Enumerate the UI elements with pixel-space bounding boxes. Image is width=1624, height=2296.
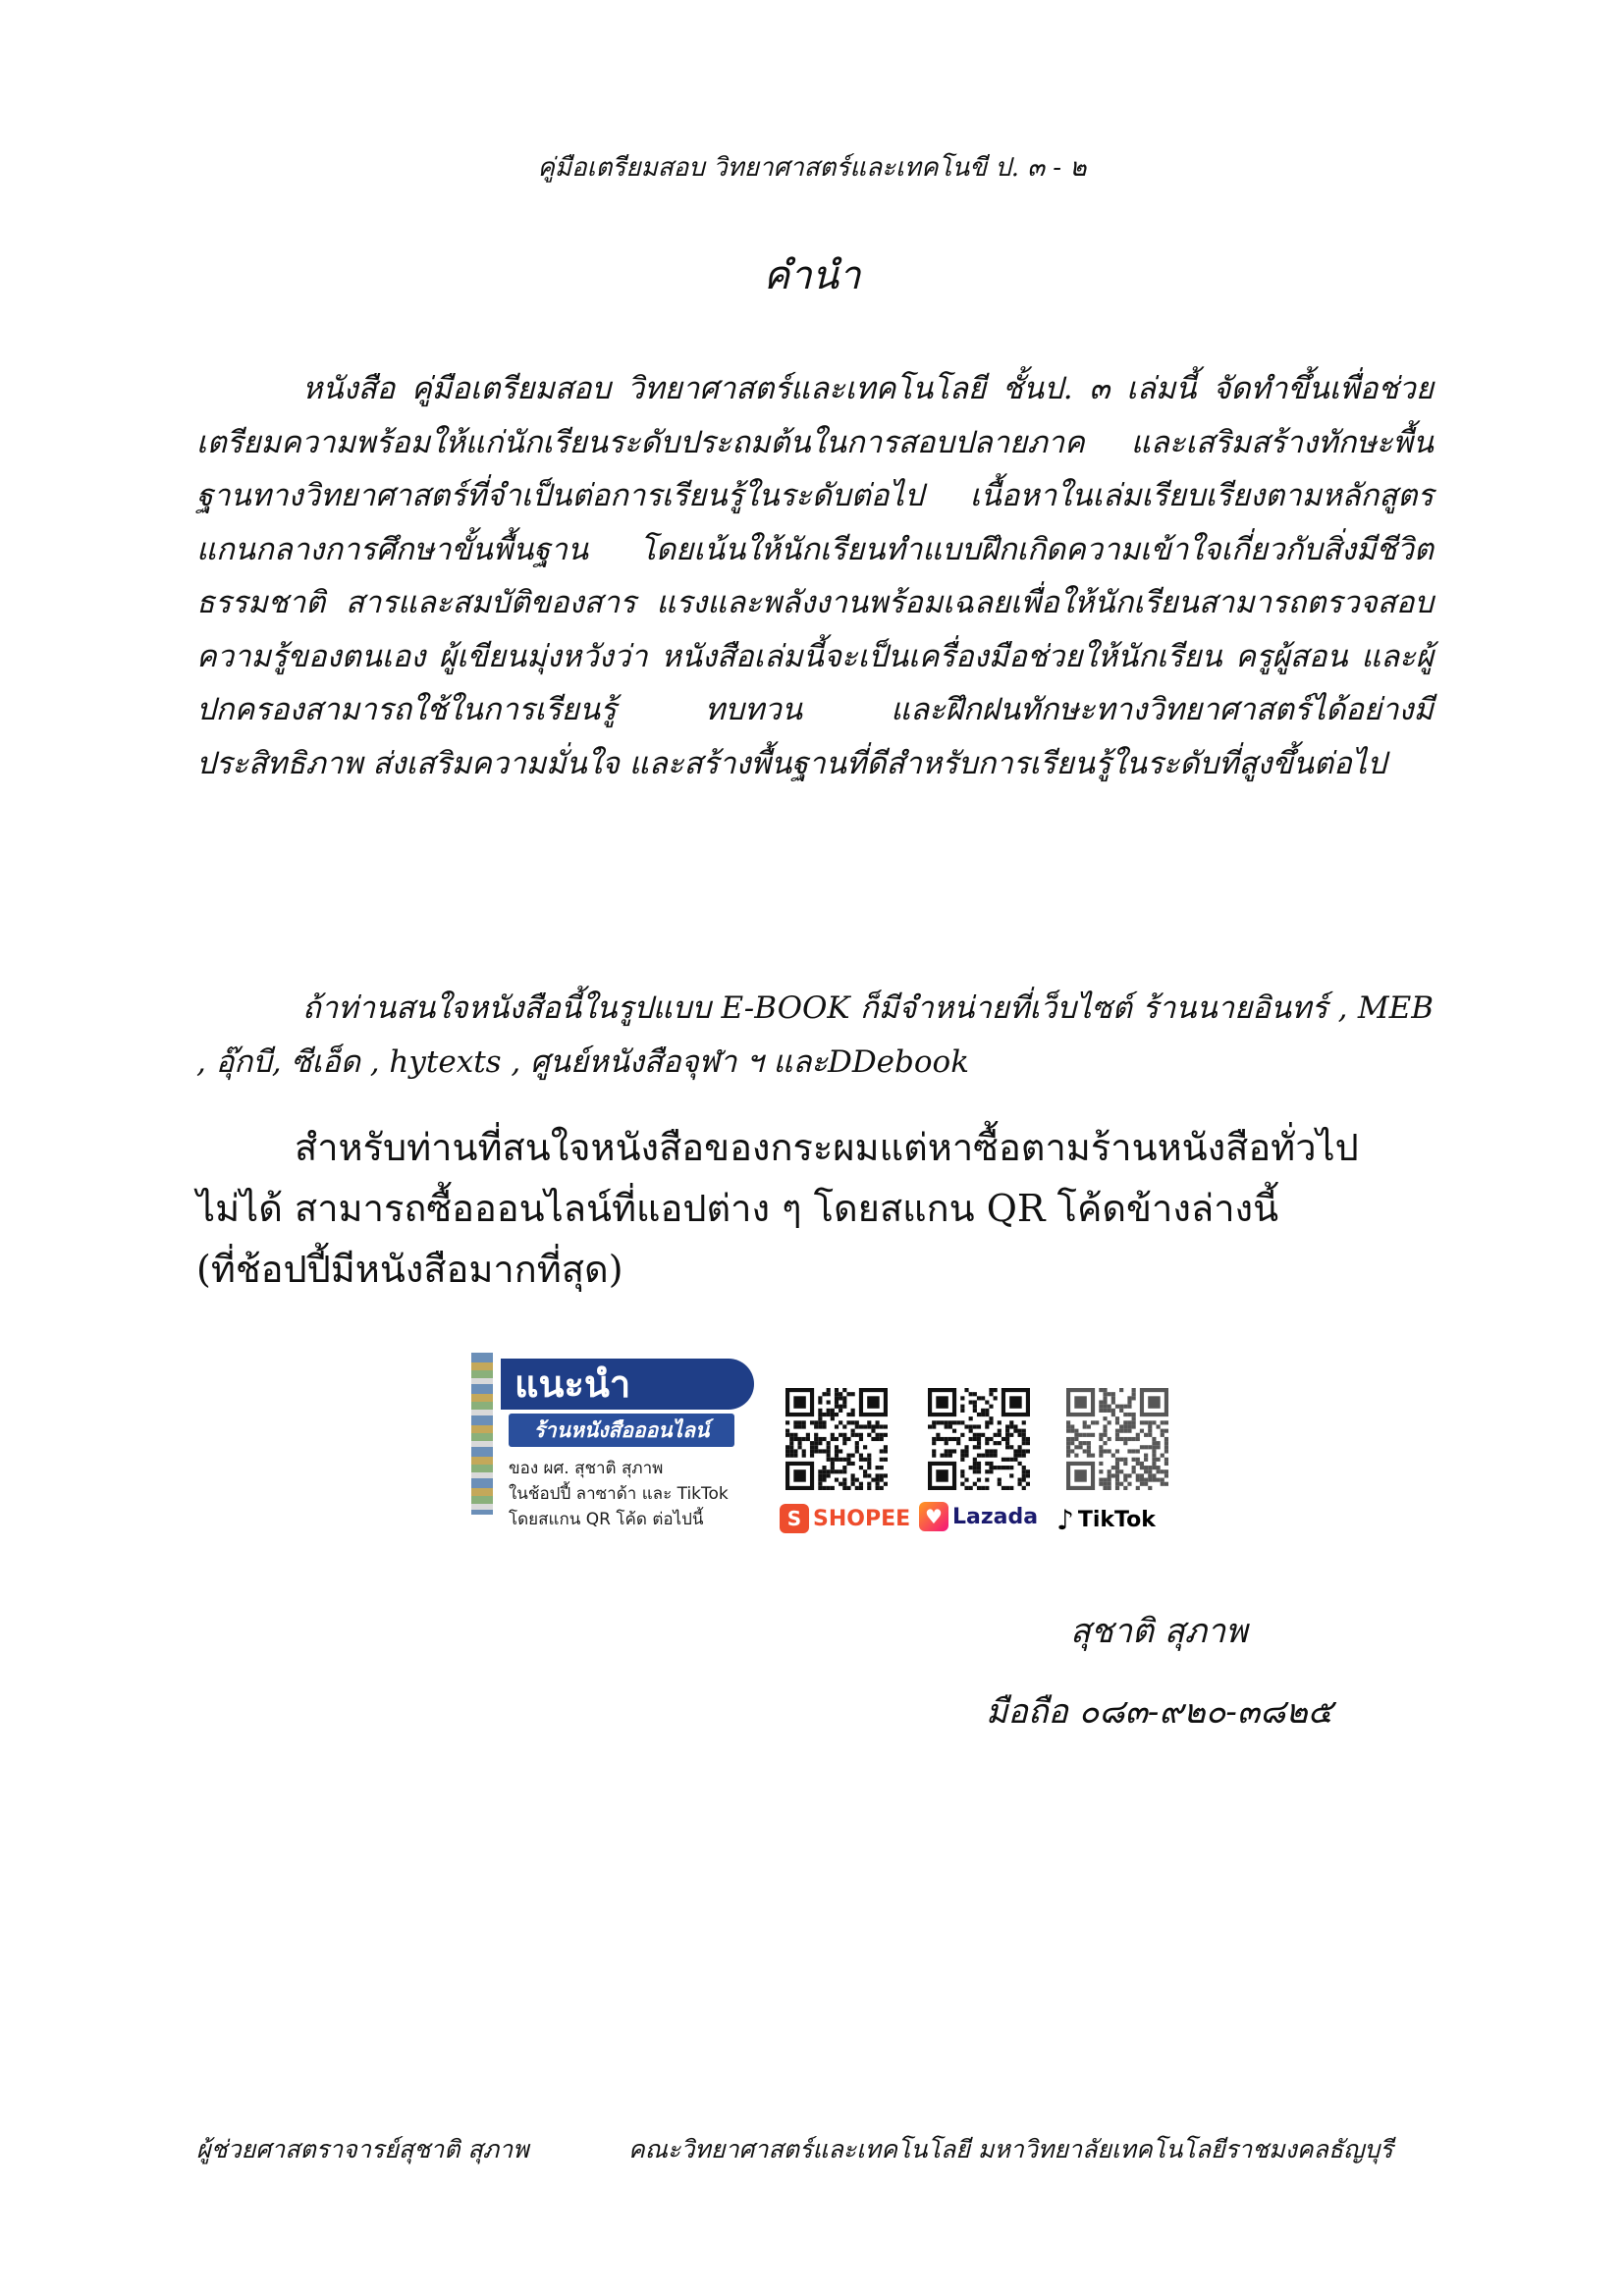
- author-phone: มือถือ ๐๘๓-๙๒๐-๓๘๒๕: [986, 1692, 1333, 1732]
- running-header: คู่มือเตรียมสอบ วิทยาศาสตร์และเทคโนขี ป. ๓ - ๒: [537, 153, 1087, 183]
- banner-line-3: โดยสแกน QR โค้ด ต่อไปนี้: [509, 1510, 704, 1529]
- tiktok-note-icon: ♪: [1056, 1504, 1074, 1536]
- qr-instruction-line-2: ไม่ได้ สามารถซื้อออนไลน์ที่แอปต่าง ๆ โดยสแกน QR โค้ดข้างล่างนี้: [196, 1187, 1279, 1230]
- book-stack-image: [471, 1353, 493, 1515]
- banner-subtitle: ร้านหนังสือออนไลน์: [509, 1414, 734, 1447]
- qr-code-icon: [928, 1388, 1030, 1490]
- shopee-bag-icon: S: [780, 1504, 809, 1533]
- shopee-qr-code[interactable]: [785, 1388, 888, 1490]
- qr-instruction-paragraph: [196, 1117, 1434, 1300]
- lazada-heart-icon: ♥: [919, 1502, 948, 1531]
- qr-instruction-line-1: สำหรับท่านที่สนใจหนังสือของกระผมแต่หาซื้อตามร้านหนังสือทั่วไป: [295, 1126, 1359, 1169]
- footer-author: ผู้ช่วยศาสตราจารย์สุชาติ สุภาพ: [196, 2135, 529, 2163]
- banner-line-2: ในช้อปปี้ ลาซาด้า และ TikTok: [509, 1484, 729, 1504]
- lazada-qr-code[interactable]: [928, 1388, 1030, 1490]
- shopee-label: SHOPEE: [813, 1506, 911, 1531]
- ebook-paragraph: ถ้าท่านสนใจหนังสือนี้ในรูปแบบ E-BOOK ก็มีจำหน่ายที่เว็บไซต์ ร้านนายอินทร์ , MEB , อุ๊กบี, ซีเอ็ด , hytexts , ศูนย์หนังสือจุฬา ฯ และDDebook: [196, 990, 1434, 1080]
- lazada-store-label[interactable]: [919, 1502, 1038, 1531]
- intro-paragraph: หนังสือ คู่มือเตรียมสอบ วิทยาศาสตร์และเทคโนโลยี ชั้นป. ๓ เล่มนี้ จัดทำขึ้นเพื่อช่วยเตรียมความพร้อมให้แก่นักเรียนระดับประถมต้นในการสอบปลายภาค และเสริมสร้างทักษะพื้นฐานทางวิทยาศาสตร์ที่จำเป็นต่อการเรียนรู้ในระดับต่อไป เนื้อหาในเล่มเรียบเรียงตามหลักสูตรแกนกลางการศึกษาขั้นพื้นฐาน โดยเน้นให้นักเรียนทำแบบฝึกเกิดความเข้าใจเกี่ยวกับสิ่งมีชีวิต ธรรมชาติ สารและสมบัติของสาร แรงและพลังงานพร้อมเฉลยเพื่อให้นักเรียนสามารถตรวจสอบความรู้ของตนเอง ผู้เขียนมุ่งหวังว่า หนังสือเล่มนี้จะเป็นเครื่องมือช่วยให้นักเรียน ครูผู้สอน และผู้ปกครองสามารถใช้ในการเรียนรู้ ทบทวน และฝึกฝนทักษะทางวิทยาศาสตร์ได้อย่างมีประสิทธิภาพ ส่งเสริมความมั่นใจ และสร้างพื้นฐานที่ดีสำหรับการเรียนรู้ในระดับที่สูงขึ้นต่อไป: [196, 371, 1434, 781]
- qr-instruction-line-3: (ที่ช้อปปี้มีหนังสือมากที่สุด): [196, 1248, 623, 1291]
- footer-affiliation: คณะวิทยาศาสตร์และเทคโนโลยี มหาวิทยาลัยเทคโนโลยีราชมงคลธัญบุรี: [628, 2135, 1393, 2163]
- page-title: คำนำ: [763, 253, 861, 298]
- qr-code-icon: [1066, 1388, 1168, 1490]
- qr-code-icon: [785, 1388, 888, 1490]
- banner-title: แนะนำ: [501, 1359, 754, 1410]
- shopee-store-label[interactable]: [780, 1504, 910, 1533]
- tiktok-label: TikTok: [1077, 1508, 1156, 1532]
- banner-line-1: ของ ผศ. สุชาติ สุภาพ: [509, 1459, 664, 1478]
- online-store-banner: [471, 1353, 766, 1549]
- author-name: สุชาติ สุภาพ: [1070, 1612, 1248, 1651]
- tiktok-qr-code[interactable]: [1066, 1388, 1168, 1490]
- tiktok-store-label[interactable]: [1056, 1504, 1156, 1536]
- lazada-label: Lazada: [952, 1504, 1039, 1529]
